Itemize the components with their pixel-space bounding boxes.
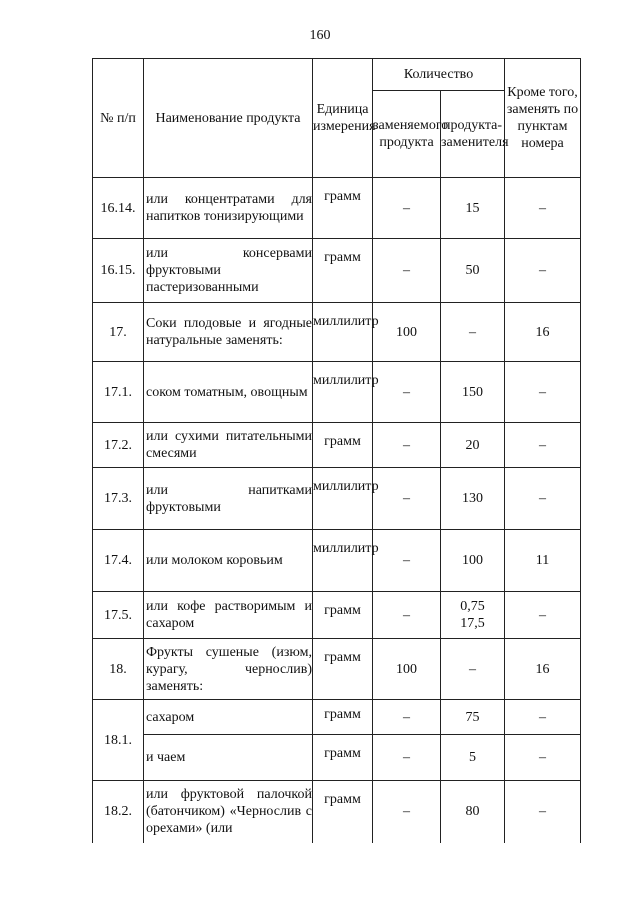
page-number: 160	[309, 28, 331, 43]
row-name	[144, 781, 313, 843]
row-replaced: –	[373, 781, 441, 843]
row-replacing: 150	[441, 362, 505, 423]
row-name-text: Соки плодовые и ягодные натуральные заменять:	[146, 316, 312, 348]
row-name-text: сахаром	[146, 709, 195, 725]
header-unit: Единица измерения	[313, 59, 373, 178]
row-replaced: –	[373, 592, 441, 639]
header-quantity: Количество	[373, 59, 505, 91]
row-extra: 16	[505, 639, 581, 700]
table-row	[93, 781, 581, 843]
table-row	[93, 530, 581, 592]
row-replaced: –	[373, 239, 441, 303]
row-name-text: или сухими питательными смесями	[146, 429, 312, 461]
row-extra: –	[505, 178, 581, 239]
row-name-text: или напитками фруктовыми	[146, 482, 312, 515]
row-replacing: 80	[441, 781, 505, 843]
row-unit: грамм	[313, 700, 373, 735]
row-name-text: Фрукты сушеные (изюм, курагу, чернослив) заменять:	[146, 644, 312, 694]
row-extra: –	[505, 239, 581, 303]
table-row	[93, 239, 581, 303]
row-replacing: 75	[441, 700, 505, 735]
row-num: 17.5.	[93, 592, 144, 639]
substitution-table	[92, 58, 581, 843]
row-unit: миллилитр	[313, 303, 373, 362]
row-name-text: соком томатным, овощным	[146, 384, 308, 400]
row-name	[144, 639, 313, 700]
row-replaced: 100	[373, 303, 441, 362]
row-name-text: или молоком коровьим	[146, 553, 283, 568]
row-unit: грамм	[313, 423, 373, 468]
row-unit: грамм	[313, 781, 373, 843]
row-name	[144, 530, 313, 592]
row-unit: миллилитр	[313, 530, 373, 592]
row-replacing: –	[441, 639, 505, 700]
row-replacing: 50	[441, 239, 505, 303]
row-num: 16.14.	[93, 178, 144, 239]
row-num: 17.1.	[93, 362, 144, 423]
row-num: 18.2.	[93, 781, 144, 843]
row-extra: 16	[505, 303, 581, 362]
header-additional: Кроме того, заменять по пунктам номера	[505, 59, 581, 178]
row-extra: –	[505, 700, 581, 735]
row-num: 18.1.	[93, 700, 144, 781]
row-replaced: –	[373, 468, 441, 530]
row-extra: –	[505, 735, 581, 781]
row-extra: 11	[505, 530, 581, 592]
header-replacing: продукта-заменителя	[441, 91, 505, 178]
row-replaced: 100	[373, 639, 441, 700]
row-name-text: или кофе растворимым и сахаром	[146, 599, 312, 631]
row-unit: грамм	[313, 592, 373, 639]
row-replaced: –	[373, 362, 441, 423]
row-replacing: 5	[441, 735, 505, 781]
row-name	[144, 423, 313, 468]
row-extra: –	[505, 468, 581, 530]
row-extra: –	[505, 592, 581, 639]
header-num: № п/п	[93, 59, 144, 178]
row-replacing: 15	[441, 178, 505, 239]
table-row	[93, 178, 581, 239]
table-row	[93, 735, 581, 781]
row-name	[144, 239, 313, 303]
table-row	[93, 700, 581, 735]
row-replaced: –	[373, 178, 441, 239]
row-name	[144, 468, 313, 530]
row-name	[144, 735, 313, 781]
row-replacing: 0,75 17,5	[441, 592, 505, 639]
row-replacing: 20	[441, 423, 505, 468]
row-unit: миллилитр	[313, 468, 373, 530]
row-num: 17.4.	[93, 530, 144, 592]
table-row	[93, 468, 581, 530]
row-replaced: –	[373, 530, 441, 592]
row-replacing: –	[441, 303, 505, 362]
row-name-text: и чаем	[146, 750, 186, 765]
row-name	[144, 178, 313, 239]
row-extra: –	[505, 781, 581, 843]
row-num: 17.3.	[93, 468, 144, 530]
row-name-text: или концентратами для напитков тонизирующими	[146, 192, 312, 224]
row-name	[144, 592, 313, 639]
row-unit: миллилитр	[313, 362, 373, 423]
row-name-text: или консервами фруктовыми пастеризованными	[146, 246, 312, 295]
row-num: 16.15.	[93, 239, 144, 303]
header-replaced: заменяемого продукта	[373, 91, 441, 178]
row-unit: грамм	[313, 178, 373, 239]
row-extra: –	[505, 423, 581, 468]
row-num: 17.2.	[93, 423, 144, 468]
row-name-text: или фруктовой палочкой (батончиком) «Чернослив с орехами» (или	[146, 787, 312, 837]
header-name: Наименование продукта	[144, 59, 313, 178]
row-replacing: 100	[441, 530, 505, 592]
row-num: 17.	[93, 303, 144, 362]
row-extra: –	[505, 362, 581, 423]
row-replaced: –	[373, 735, 441, 781]
table-row	[93, 362, 581, 423]
row-unit: грамм	[313, 239, 373, 303]
row-num: 18.	[93, 639, 144, 700]
row-name	[144, 362, 313, 423]
row-replacing: 130	[441, 468, 505, 530]
row-name	[144, 700, 313, 735]
table-row	[93, 639, 581, 700]
row-name	[144, 303, 313, 362]
row-unit: грамм	[313, 639, 373, 700]
row-unit: грамм	[313, 735, 373, 781]
table-row	[93, 423, 581, 468]
row-replaced: –	[373, 423, 441, 468]
table-row	[93, 303, 581, 362]
table-row	[93, 592, 581, 639]
row-replaced: –	[373, 700, 441, 735]
